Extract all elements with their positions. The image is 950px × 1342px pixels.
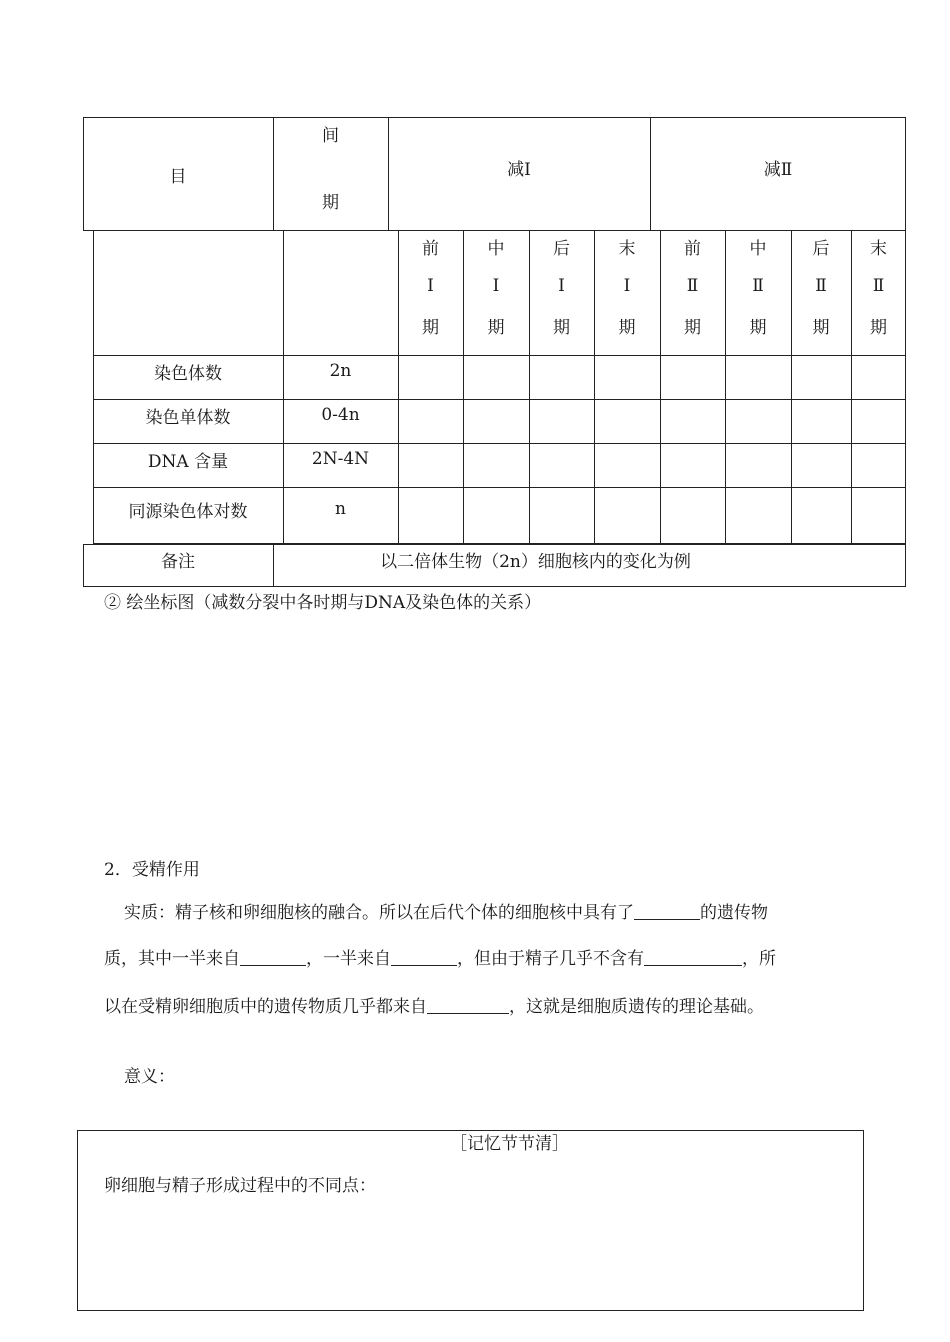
row-interphase-value: 2N-4N bbox=[311, 449, 370, 469]
fill-blank[interactable] bbox=[391, 948, 457, 966]
graph-prompt: ② 绘坐标图（减数分裂中各时期与DNA及染色体的关系） bbox=[104, 593, 542, 613]
phase-anaphase-1 bbox=[529, 234, 594, 338]
text: 质，其中一半来自 bbox=[104, 949, 240, 969]
fill-blank[interactable] bbox=[644, 948, 742, 966]
row-label: 染色单体数 bbox=[145, 407, 231, 428]
phase-char: Ⅰ bbox=[623, 276, 631, 296]
phase-prophase-1 bbox=[398, 234, 463, 338]
phase-char: 期 bbox=[870, 318, 887, 338]
phase-char: 后 bbox=[812, 239, 830, 259]
phase-char: Ⅰ bbox=[558, 276, 565, 296]
phase-char: 末 bbox=[618, 239, 636, 259]
row-label: DNA 含量 bbox=[147, 451, 229, 472]
phase-char: 前 bbox=[422, 239, 439, 259]
fill-blank[interactable] bbox=[240, 948, 306, 966]
essence-line-3 bbox=[104, 996, 764, 1017]
fill-blank[interactable] bbox=[634, 902, 700, 920]
text: 实质：精子核和卵细胞核的融合。所以在后代个体的细胞核中具有了 bbox=[124, 903, 634, 923]
phase-char: 期 bbox=[618, 318, 636, 338]
phase-char: Ⅱ bbox=[815, 276, 827, 296]
essence-line-2 bbox=[104, 948, 776, 969]
row-interphase-value: 2n bbox=[329, 361, 352, 381]
phase-char: 期 bbox=[553, 318, 570, 338]
row-label: 染色体数 bbox=[154, 363, 222, 384]
meaning-label: 意义： bbox=[124, 1067, 175, 1087]
essence-line-1 bbox=[124, 902, 768, 923]
header-item: 目 bbox=[169, 166, 187, 187]
phase-telophase-1 bbox=[594, 234, 660, 338]
header-meiosis1: 减Ⅰ bbox=[507, 159, 531, 180]
phase-char: Ⅰ bbox=[492, 276, 500, 296]
phase-char: 后 bbox=[553, 239, 570, 259]
memory-box-prompt: 卵细胞与精子形成过程中的不同点： bbox=[104, 1176, 376, 1196]
phase-metaphase-1 bbox=[463, 234, 529, 338]
phase-char: 前 bbox=[684, 239, 701, 259]
phase-anaphase-2 bbox=[791, 234, 851, 338]
text: ，所 bbox=[742, 949, 776, 969]
text: 的遗传物 bbox=[700, 903, 768, 923]
phase-char: Ⅱ bbox=[872, 276, 885, 296]
header-interphase bbox=[273, 121, 388, 213]
text: 以在受精卵细胞质中的遗传物质几乎都来自 bbox=[104, 997, 427, 1017]
text: ，一半来自 bbox=[306, 949, 391, 969]
phase-char: 期 bbox=[422, 318, 439, 338]
phase-char: 中 bbox=[487, 239, 505, 259]
phase-char: 期 bbox=[812, 318, 830, 338]
phase-char: 期 bbox=[684, 318, 701, 338]
phase-telophase-2 bbox=[851, 234, 906, 338]
phase-char: Ⅰ bbox=[427, 276, 434, 296]
memory-box bbox=[77, 1130, 864, 1311]
row-interphase-value: n bbox=[335, 499, 346, 519]
note-text: 以二倍体生物（2n）细胞核内的变化为例 bbox=[380, 551, 691, 572]
row-label: 同源染色体对数 bbox=[128, 501, 248, 522]
phase-metaphase-2 bbox=[725, 234, 791, 338]
header-interphase-bottom: 期 bbox=[322, 193, 339, 213]
phase-char: 期 bbox=[487, 318, 505, 338]
fill-blank[interactable] bbox=[427, 996, 509, 1014]
header-interphase-top: 间 bbox=[322, 126, 339, 146]
phase-char: 末 bbox=[870, 239, 887, 259]
phase-char: 期 bbox=[749, 318, 767, 338]
section-heading: 2．受精作用 bbox=[104, 860, 200, 880]
memory-box-title: ［记忆节节清］ bbox=[450, 1134, 569, 1154]
text: ，这就是细胞质遗传的理论基础。 bbox=[509, 997, 764, 1017]
phase-char: 中 bbox=[749, 239, 767, 259]
phase-char: Ⅱ bbox=[686, 276, 699, 296]
row-interphase-value: 0-4n bbox=[321, 405, 360, 425]
phase-prophase-2 bbox=[660, 234, 725, 338]
header-meiosis2: 减Ⅱ bbox=[763, 159, 793, 180]
text: ，但由于精子几乎不含有 bbox=[457, 949, 644, 969]
phase-char: Ⅱ bbox=[752, 276, 764, 296]
note-label: 备注 bbox=[161, 551, 195, 572]
